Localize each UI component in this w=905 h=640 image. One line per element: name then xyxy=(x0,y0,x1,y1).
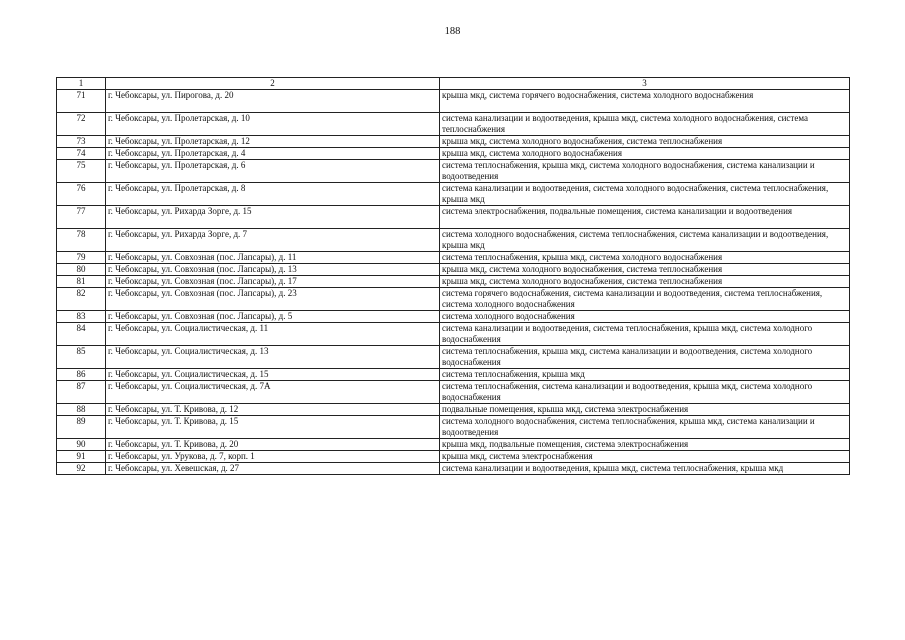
row-address: г. Чебоксары, ул. Совхозная (пос. Лапсары), д. 23 xyxy=(106,288,440,311)
table-row xyxy=(57,113,850,136)
row-systems: подвальные помещения, крыша мкд, система электроснабжения xyxy=(440,404,850,416)
row-systems: система канализации и водоотведения, система холодного водоснабжения, система теплоснабжения, крыша мкд xyxy=(440,183,850,206)
row-systems: система канализации и водоотведения, система теплоснабжения, крыша мкд, система холодного водоснабжения xyxy=(440,323,850,346)
table-row xyxy=(57,90,850,113)
table-row xyxy=(57,160,850,183)
row-number: 83 xyxy=(57,311,106,323)
row-number: 78 xyxy=(57,229,106,252)
row-address: г. Чебоксары, ул. Пролетарская, д. 12 xyxy=(106,136,440,148)
row-address: г. Чебоксары, ул. Т. Кривова, д. 20 xyxy=(106,439,440,451)
row-address: г. Чебоксары, ул. Пролетарская, д. 4 xyxy=(106,148,440,160)
table-row xyxy=(57,439,850,451)
row-systems: крыша мкд, подвальные помещения, система электроснабжения xyxy=(440,439,850,451)
row-number: 74 xyxy=(57,148,106,160)
row-address: г. Чебоксары, ул. Пролетарская, д. 8 xyxy=(106,183,440,206)
row-systems: система электроснабжения, подвальные помещения, система канализации и водоотведения xyxy=(440,206,850,229)
row-number: 87 xyxy=(57,381,106,404)
row-address: г. Чебоксары, ул. Т. Кривова, д. 12 xyxy=(106,404,440,416)
table-row xyxy=(57,136,850,148)
row-address: г. Чебоксары, ул. Урукова, д. 7, корп. 1 xyxy=(106,451,440,463)
row-systems: система холодного водоснабжения, система теплоснабжения, крыша мкд, система канализации и водоотведения xyxy=(440,416,850,439)
row-systems: система канализации и водоотведения, крыша мкд, система теплоснабжения, крыша мкд xyxy=(440,463,850,475)
row-address: г. Чебоксары, ул. Рихарда Зорге, д. 15 xyxy=(106,206,440,229)
row-number: 92 xyxy=(57,463,106,475)
table-row xyxy=(57,148,850,160)
table-row xyxy=(57,229,850,252)
row-systems: крыша мкд, система горячего водоснабжения, система холодного водоснабжения xyxy=(440,90,850,113)
row-address: г. Чебоксары, ул. Пирогова, д. 20 xyxy=(106,90,440,113)
column-number-1: 1 xyxy=(57,78,106,90)
row-number: 79 xyxy=(57,252,106,264)
table-row xyxy=(57,252,850,264)
row-systems: система горячего водоснабжения, система канализации и водоотведения, система теплоснабжения, система холодного водоснабжения xyxy=(440,288,850,311)
register-table xyxy=(56,77,850,475)
row-systems: система теплоснабжения, система канализации и водоотведения, крыша мкд, система холодного водоснабжения xyxy=(440,381,850,404)
row-systems: крыша мкд, система холодного водоснабжения, система теплоснабжения xyxy=(440,136,850,148)
row-systems: крыша мкд, система электроснабжения xyxy=(440,451,850,463)
row-address: г. Чебоксары, ул. Пролетарская, д. 10 xyxy=(106,113,440,136)
row-number: 71 xyxy=(57,90,106,113)
row-systems: система теплоснабжения, крыша мкд, система канализации и водоотведения, система холодного водоснабжения xyxy=(440,346,850,369)
table-row xyxy=(57,183,850,206)
row-number: 91 xyxy=(57,451,106,463)
row-systems: система холодного водоснабжения xyxy=(440,311,850,323)
row-address: г. Чебоксары, ул. Совхозная (пос. Лапсары), д. 17 xyxy=(106,276,440,288)
row-number: 90 xyxy=(57,439,106,451)
row-number: 76 xyxy=(57,183,106,206)
row-address: г. Чебоксары, ул. Пролетарская, д. 6 xyxy=(106,160,440,183)
row-systems: система теплоснабжения, крыша мкд, система холодного водоснабжения, система канализации и водоотведения xyxy=(440,160,850,183)
table-row xyxy=(57,416,850,439)
row-number: 82 xyxy=(57,288,106,311)
row-number: 84 xyxy=(57,323,106,346)
row-address: г. Чебоксары, ул. Социалистическая, д. 15 xyxy=(106,369,440,381)
row-number: 89 xyxy=(57,416,106,439)
row-systems: крыша мкд, система холодного водоснабжения xyxy=(440,148,850,160)
column-number-2: 2 xyxy=(106,78,440,90)
row-number: 85 xyxy=(57,346,106,369)
row-number: 77 xyxy=(57,206,106,229)
row-address: г. Чебоксары, ул. Социалистическая, д. 11 xyxy=(106,323,440,346)
table-row xyxy=(57,323,850,346)
row-address: г. Чебоксары, ул. Совхозная (пос. Лапсары), д. 5 xyxy=(106,311,440,323)
row-systems: система теплоснабжения, крыша мкд xyxy=(440,369,850,381)
row-address: г. Чебоксары, ул. Социалистическая, д. 13 xyxy=(106,346,440,369)
table-row xyxy=(57,311,850,323)
table-row xyxy=(57,404,850,416)
row-address: г. Чебоксары, ул. Хевешская, д. 27 xyxy=(106,463,440,475)
row-systems: крыша мкд, система холодного водоснабжения, система теплоснабжения xyxy=(440,276,850,288)
table-row xyxy=(57,451,850,463)
page-number: 188 xyxy=(444,26,461,37)
column-number-3: 3 xyxy=(440,78,850,90)
table-row xyxy=(57,346,850,369)
row-number: 81 xyxy=(57,276,106,288)
table-row xyxy=(57,369,850,381)
row-number: 72 xyxy=(57,113,106,136)
table-row xyxy=(57,463,850,475)
table-row xyxy=(57,288,850,311)
row-systems: система теплоснабжения, крыша мкд, система холодного водоснабжения xyxy=(440,252,850,264)
row-systems: крыша мкд, система холодного водоснабжения, система теплоснабжения xyxy=(440,264,850,276)
row-address: г. Чебоксары, ул. Социалистическая, д. 7А xyxy=(106,381,440,404)
row-address: г. Чебоксары, ул. Совхозная (пос. Лапсары), д. 13 xyxy=(106,264,440,276)
row-number: 80 xyxy=(57,264,106,276)
row-number: 73 xyxy=(57,136,106,148)
row-address: г. Чебоксары, ул. Совхозная (пос. Лапсары), д. 11 xyxy=(106,252,440,264)
table-row xyxy=(57,206,850,229)
row-number: 86 xyxy=(57,369,106,381)
column-number-row xyxy=(57,78,850,90)
row-number: 88 xyxy=(57,404,106,416)
row-number: 75 xyxy=(57,160,106,183)
table-row xyxy=(57,276,850,288)
table-row xyxy=(57,264,850,276)
table-row xyxy=(57,381,850,404)
row-address: г. Чебоксары, ул. Т. Кривова, д. 15 xyxy=(106,416,440,439)
row-systems: система канализации и водоотведения, крыша мкд, система холодного водоснабжения, система теплоснабжения xyxy=(440,113,850,136)
row-address: г. Чебоксары, ул. Рихарда Зорге, д. 7 xyxy=(106,229,440,252)
row-systems: система холодного водоснабжения, система теплоснабжения, система канализации и водоотведения, крыша мкд xyxy=(440,229,850,252)
